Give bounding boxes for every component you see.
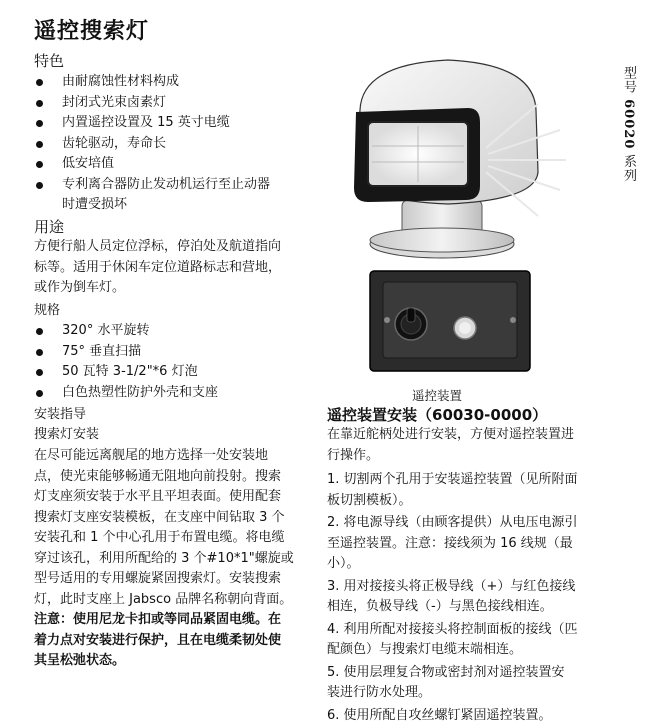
bullet-icon (36, 390, 43, 397)
bullet-icon (36, 120, 43, 127)
list-item: 6. 使用所配自攻丝螺钉紧固遥控装置。 (327, 706, 637, 726)
list-item: 齿轮驱动，寿命长 (34, 134, 324, 155)
features-heading: 特色 (34, 50, 64, 71)
install-text: 在尽可能远离舰尾的地方选择一处安装地 点，使光束能够畅通无阻地向前投射。搜索 灯支座须安装于水平且平坦表面。使用配套 搜索灯支座安装模板，在支座中间钻取 3 个 安装孔和 1 个中心孔用于布置电缆。将电缆 穿过该孔，利用所配给的 3 个#10*1"螺旋或 型号适用的专用螺旋紧固搜索灯。安装搜索 灯，此时支座上 Jabsco 品牌名称朝向背面。 注意：使用尼龙卡扣或等同品紧固电缆。在 着力点对安装进行保护，且在电缆柔韧处使 其呈松弛状态。 (34, 446, 334, 672)
usage-text: 方便行船人员定位浮标，停泊处及航道指向 标等。适用于休闲车定位道路标志和营地， 或作为倒车灯。 (34, 237, 334, 299)
bullet-icon (36, 141, 43, 148)
bullet-icon (36, 328, 43, 335)
model-suffix: 系列 (621, 149, 636, 182)
list-item: 2. 将电源导线（由顾客提供）从电压电源引 至遥控装置。注意：接线须为 16 线规（最 小）。 (327, 513, 637, 575)
searchlight-image (338, 50, 568, 262)
remote-heading: 遥控装置安装（60030-0000） (327, 404, 547, 425)
list-item: 50 瓦特 3-1/2"*6 灯泡 (34, 362, 324, 383)
list-item: 75° 垂直扫描 (34, 342, 324, 363)
install-heading: 安装指导 (34, 405, 86, 426)
bullet-icon (36, 100, 43, 107)
specs-list (34, 321, 324, 403)
list-item: 由耐腐蚀性材料构成 (34, 72, 324, 93)
specs-heading: 规格 (34, 301, 60, 322)
bullet-icon (36, 79, 43, 86)
features-list (34, 72, 324, 216)
model-prefix: 型号 (621, 66, 636, 99)
list-item: 封闭式光束卤素灯 (34, 93, 324, 114)
model-number: 60020 (621, 99, 636, 149)
remote-caption: 遥控装置 (412, 386, 462, 404)
install-subheading: 搜索灯安装 (34, 425, 99, 446)
bullet-icon (36, 349, 43, 356)
bullet-icon (36, 161, 43, 168)
page-title: 遥控搜索灯 (34, 14, 149, 45)
remote-intro: 在靠近舵柄处进行安装，方便对遥控装置进 行操作。 (327, 425, 627, 466)
bullet-icon (36, 369, 43, 376)
list-item: 4. 利用所配对接接头将控制面板的接线（匹 配颜色）与搜索灯电缆末端相连。 (327, 620, 637, 661)
list-item: 专利离合器防止发动机运行至止动器 时遭受损坏 (34, 175, 324, 216)
list-item: 1. 切割两个孔用于安装遥控装置（见所附面 板切割模板）。 (327, 470, 637, 511)
model-side-label (619, 66, 638, 183)
list-item: 3. 用对接接头将正极导线（+）与红色接线 相连，负极导线（-）与黑色接线相连。 (327, 577, 637, 618)
list-item: 内置遥控设置及 15 英寸电缆 (34, 113, 324, 134)
list-item: 白色热塑性防护外壳和支座 (34, 383, 324, 404)
remote-steps (327, 470, 637, 726)
list-item: 320° 水平旋转 (34, 321, 324, 342)
usage-heading: 用途 (34, 216, 64, 237)
list-item: 低安培值 (34, 154, 324, 175)
remote-panel-image (369, 270, 531, 372)
list-item: 5. 使用层理复合物或密封剂对遥控装置安 装进行防水处理。 (327, 663, 637, 704)
bullet-icon (36, 182, 43, 189)
